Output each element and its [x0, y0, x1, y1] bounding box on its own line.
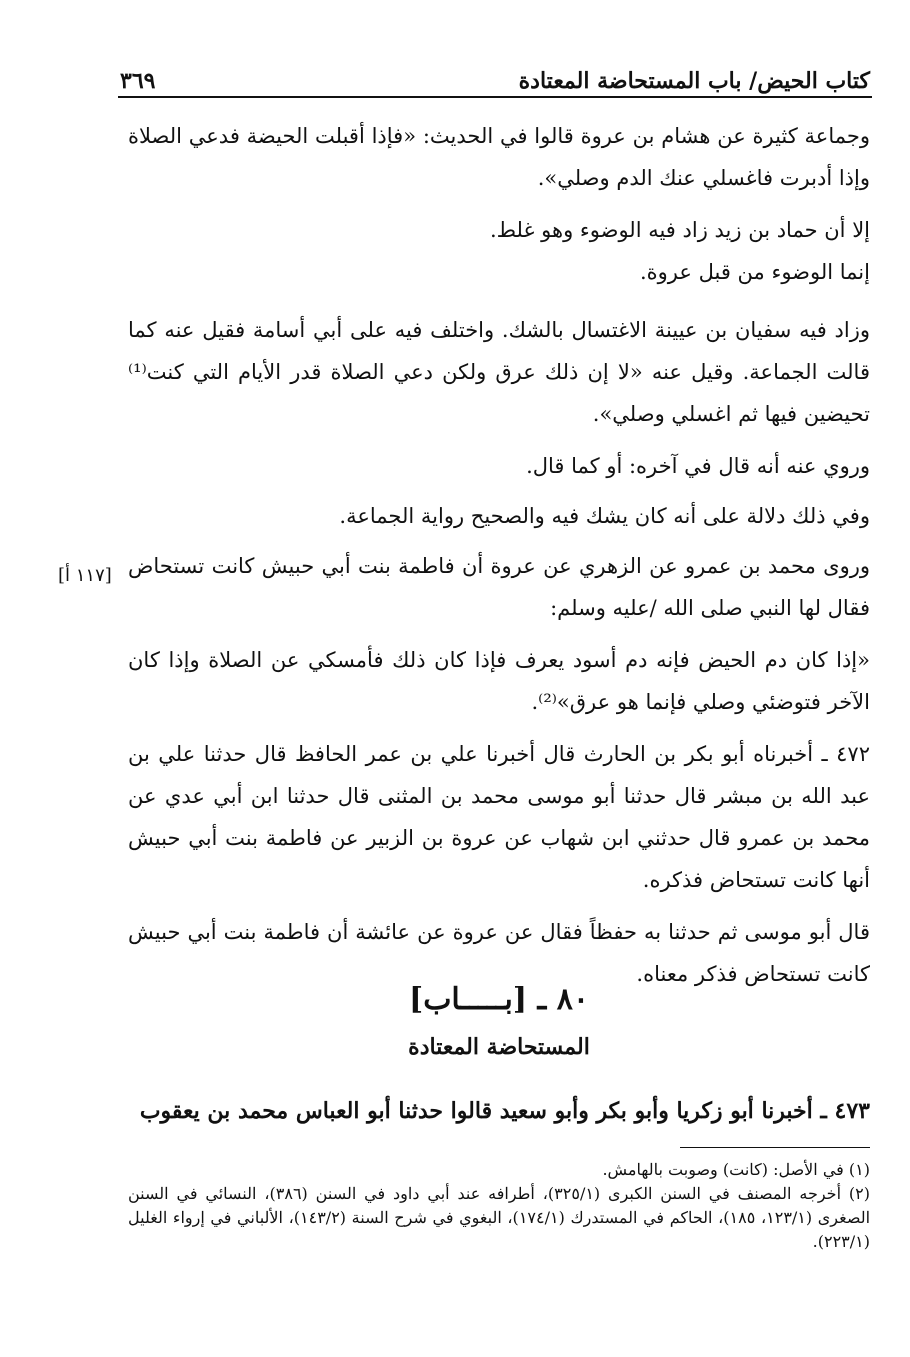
paragraph: إلا أن حماد بن زيد زاد فيه الوضوء وهو غلط. — [489, 218, 870, 242]
footnote: (٢) أخرجه المصنف في السنن الكبرى (٣٢٥/١)، أطرافه عند أبي داود في السنن (٣٨٦)، النسائي في السنن الصغرى (١٢٣/١، ١٨٥)، الحاكم في المستدرك (١٧٤/١)، البغوي في شرح السنة (١٤٣/٢)، الألباني في إرواء الغليل (٢٢٣/١). — [128, 1184, 871, 1251]
footnote: (١) في الأصل: (كانت) وصوبت بالهامش. — [602, 1160, 870, 1179]
chapter-heading: ٨٠ ـ [بـــــاب] — [409, 982, 589, 1017]
header-rule — [118, 96, 872, 98]
paragraph: وزاد فيه سفيان بن عيينة الاغتسال بالشك. واختلف فيه على أبي أسامة فقيل عنه كما قالت الجماعة. وقيل عنه «لا إن ذلك عرق ولكن دعي الصلاة قدر الأيام التي كنت⁽¹⁾ تحيضين فيها ثم اغسلي وصلي». — [128, 318, 870, 426]
paragraph: وفي ذلك دلالة على أنه كان يشك فيه والصحيح رواية الجماعة. — [339, 504, 870, 528]
paragraph: ٤٧٢ ـ أخبرناه أبو بكر بن الحارث قال أخبرنا علي بن عمر الحافظ قال حدثنا علي بن عبد الله بن مبشر قال حدثنا أبو موسى محمد بن المثنى قال حدثنا ابن أبي عدي عن محمد بن عمرو قال حدثني ابن شهاب عن عروة بن الزبير عن فاطمة بنت أبي حبيش أنها كانت تستحاض فذكره. — [128, 742, 870, 892]
footnote-rule — [680, 1147, 870, 1148]
footnotes — [128, 1158, 870, 1254]
paragraph: وروى محمد بن عمرو عن الزهري عن عروة أن فاطمة بنت أبي حبيش كانت تستحاض فقال لها النبي صلى الله /عليه وسلم: — [128, 554, 870, 620]
running-title: كتاب الحيض/ باب المستحاضة المعتادة — [518, 68, 870, 94]
paragraph: وجماعة كثيرة عن هشام بن عروة قالوا في الحديث: «فإذا أقبلت الحيضة فدعي الصلاة وإذا أدبرت فاغسلي عنك الدم وصلي». — [128, 124, 870, 190]
chapter-title: المستحاضة المعتادة — [408, 1034, 590, 1060]
hadith-473-opening: ٤٧٣ ـ أخبرنا أبو زكريا وأبو بكر وأبو سعيد قالوا حدثنا أبو العباس محمد بن يعقوب — [139, 1098, 870, 1124]
page-number: ٣٦٩ — [120, 68, 156, 94]
page-header — [120, 50, 870, 94]
paragraph: «إذا كان دم الحيض فإنه دم أسود يعرف فإذا كان ذلك فأمسكي عن الصلاة وإذا كان الآخر فتوضئي وصلي فإنما هو عرق»⁽²⁾. — [128, 648, 870, 714]
margin-folio-reference: [١١٧ أ] — [58, 565, 112, 586]
paragraph: قال أبو موسى ثم حدثنا به حفظاً فقال عن عروة عن عائشة أن فاطمة بنت أبي حبيش كانت تستحاض فذكر معناه. — [128, 920, 870, 986]
main-text — [128, 115, 870, 1005]
paragraph: إنما الوضوء من قبل عروة. — [639, 260, 870, 284]
paragraph: وروي عنه أنه قال في آخره: أو كما قال. — [526, 454, 870, 478]
